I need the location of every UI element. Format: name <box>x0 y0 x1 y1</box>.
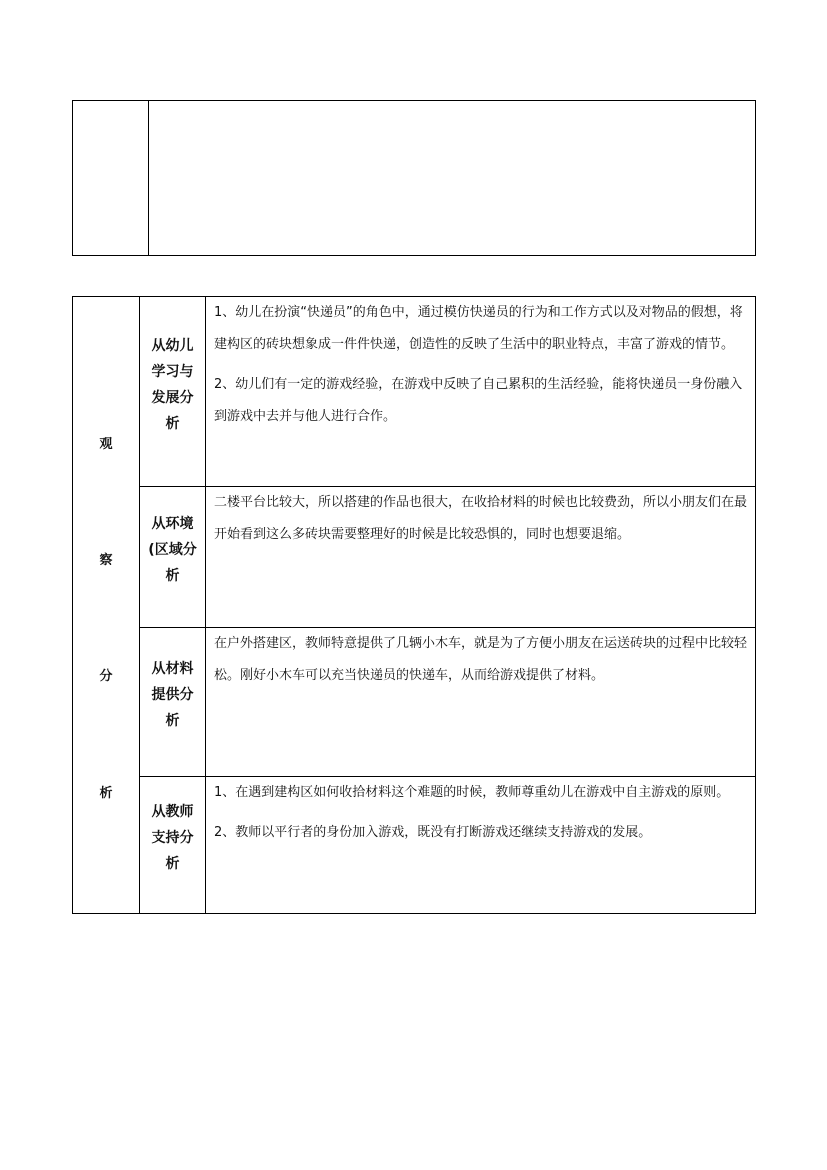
label-line: 学习与 <box>151 364 194 380</box>
label-line: 从环境 <box>151 516 194 532</box>
paragraph: 在户外搭建区，教师特意提供了几辆小木车，就是为了方便小朋友在运送砖块的过程中比较轻松。刚好小木车可以充当快递员的快递车，从而给游戏提供了材料。 <box>214 636 748 683</box>
label-line: 提供分 <box>151 687 194 703</box>
label-line: 析 <box>165 416 180 432</box>
content-teacher-support <box>206 777 756 914</box>
content-child-development <box>206 297 756 487</box>
label-materials <box>140 628 206 777</box>
paragraph: 2、教师以平行者的身份加入游戏，既没有打断游戏还继续支持游戏的发展。 <box>214 825 652 840</box>
observation-analysis-side-cell <box>73 297 140 914</box>
label-line: 析 <box>165 713 180 729</box>
label-child-development <box>140 297 206 487</box>
content-materials <box>206 628 756 777</box>
label-line: 从材料 <box>151 661 194 677</box>
side-char-cha: 察 <box>99 553 113 568</box>
observation-analysis-table <box>72 296 756 914</box>
paragraph: 2、幼儿们有一定的游戏经验，在游戏中反映了自己累积的生活经验，能将快递员一身份融入到游戏中去并与他人进行合作。 <box>214 377 743 424</box>
paragraph: 1、幼儿在扮演“快递员”的角色中，通过模仿快递员的行为和工作方式以及对物品的假想，将建构区的砖块想象成一件件快递，创造性的反映了生活中的职业特点，丰富了游戏的情节。 <box>214 305 743 352</box>
label-line: 支持分 <box>151 830 194 846</box>
paragraph: 二楼平台比较大，所以搭建的作品也很大，在收拾材料的时候也比较费劲，所以小朋友们在最开始看到这么多砖块需要整理好的时候是比较恐惧的，同时也想要退缩。 <box>214 495 748 542</box>
label-line: 析 <box>165 856 180 872</box>
content-environment <box>206 487 756 628</box>
label-environment <box>140 487 206 628</box>
label-line: 析 <box>165 568 180 584</box>
side-char-fen: 分 <box>99 669 113 684</box>
top-empty-table <box>72 100 756 256</box>
top-table-content-cell <box>149 101 756 256</box>
label-line: 从教师 <box>151 804 194 820</box>
paragraph: 1、在遇到建构区如何收拾材料这个难题的时候，教师尊重幼儿在游戏中自主游戏的原则。 <box>214 785 730 800</box>
label-line: 从幼儿 <box>151 338 194 354</box>
label-line: 发展分 <box>151 390 194 406</box>
label-line: (区域分 <box>148 542 197 558</box>
top-table-label-cell <box>73 101 149 256</box>
side-char-xi: 析 <box>99 786 113 801</box>
side-char-guan: 观 <box>99 437 113 452</box>
label-teacher-support <box>140 777 206 914</box>
